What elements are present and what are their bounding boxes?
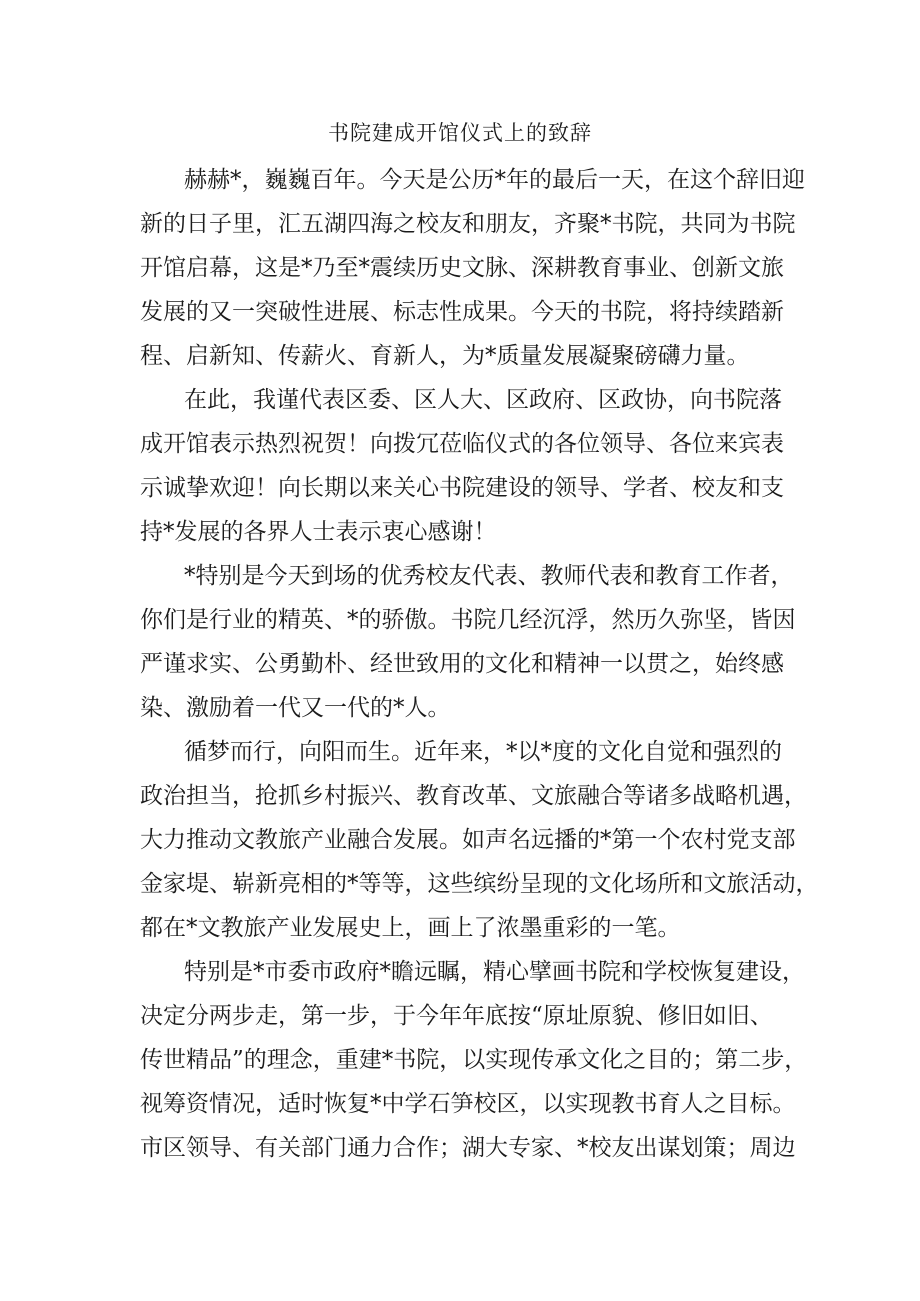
paragraph-4-line-2: 政治担当，抢抓乡村振兴、教育改革、文旅融合等诸多战略机遇，	[140, 783, 807, 809]
paragraph-4-line-1: 循梦而行，向阳而生。近年来，*以*度的文化自觉和强烈的	[184, 739, 782, 765]
paragraph-1-line-4: 发展的又一突破性进展、标志性成果。今天的书院，将持续踏新	[140, 299, 784, 325]
paragraph-1-line-2: 新的日子里，汇五湖四海之校友和朋友，齐聚*书院，共同为书院	[140, 211, 796, 237]
document-title: 书院建成开馆仪式上的致辞	[328, 121, 592, 145]
paragraph-3-line-1: *特别是今天到场的优秀校友代表、教师代表和教育工作者，	[184, 563, 794, 589]
paragraph-3-line-2: 你们是行业的精英、*的骄傲。书院几经沉浮，然历久弥坚，皆因	[140, 607, 796, 633]
paragraph-5-line-3: 传世精品”的理念，重建*书院，以实现传承文化之目的；第二步，	[140, 1047, 808, 1073]
paragraph-5-line-4: 视筹资情况，适时恢复*中学石笋校区，以实现教书育人之目标。	[140, 1091, 796, 1117]
paragraph-1-line-1: 赫赫*，巍巍百年。今天是公历*年的最后一天，在这个辞旧迎	[184, 167, 805, 193]
paragraph-1-line-5: 程、启新知、传薪火、育新人，为*质量发展凝聚磅礴力量。	[140, 343, 750, 369]
paragraph-4-line-4: 金家堤、崭新亮相的*等等，这些缤纷呈现的文化场所和文旅活动，	[140, 871, 819, 897]
paragraph-5-line-1: 特别是*市委市政府*瞻远瞩，精心擘画书院和学校恢复建设，	[184, 959, 805, 985]
paragraph-4-line-5: 都在*文教旅产业发展史上，画上了浓墨重彩的一笔。	[140, 915, 681, 941]
paragraph-2-line-2: 成开馆表示热烈祝贺！向拨冗莅临仪式的各位领导、各位来宾表	[140, 431, 784, 457]
paragraph-5-line-5: 市区领导、有关部门通力合作；湖大专家、*校友出谋划策；周边	[140, 1135, 796, 1161]
paragraph-3-line-4: 染、激励着一代又一代的*人。	[140, 695, 451, 721]
paragraph-2-line-3: 示诚挚欢迎！向长期以来关心书院建设的领导、学者、校友和支	[140, 475, 784, 501]
paragraph-4-line-3: 大力推动文教旅产业融合发展。如声名远播的*第一个农村党支部	[140, 827, 796, 853]
paragraph-3-line-3: 严谨求实、公勇勤朴、经世致用的文化和精神一以贯之，始终感	[140, 651, 784, 677]
paragraph-1-line-3: 开馆启幕，这是*乃至*震续历史文脉、深耕教育事业、创新文旅	[140, 255, 784, 281]
paragraph-5-line-2: 决定分两步走，第一步，于今年年底按“原址原貌、修旧如旧、	[140, 1003, 773, 1029]
paragraph-2-line-1: 在此，我谨代表区委、区人大、区政府、区政协，向书院落	[184, 387, 782, 413]
paragraph-2-line-4: 持*发展的各界人士表示衷心感谢！	[140, 519, 497, 545]
